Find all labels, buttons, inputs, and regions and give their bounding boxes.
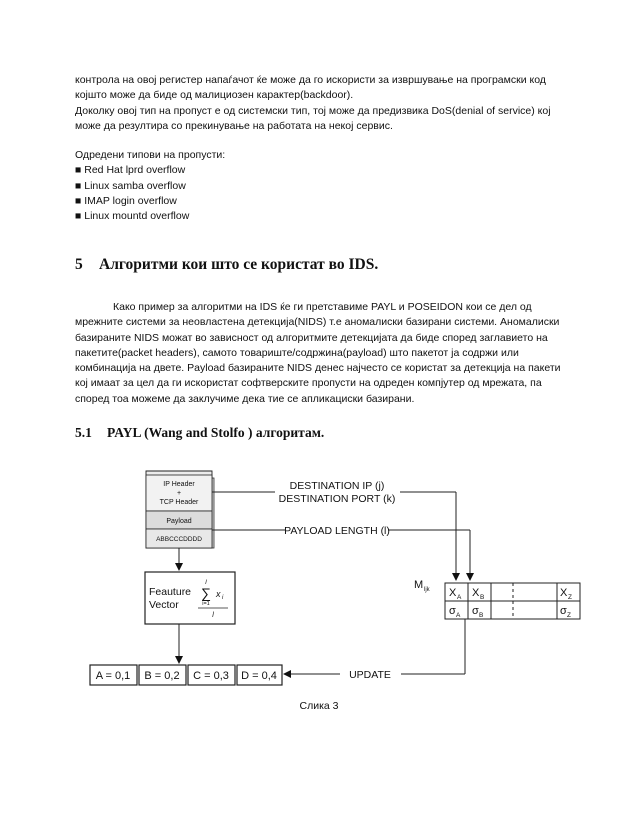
svg-text:σ: σ xyxy=(472,605,479,617)
figure-caption: Слика 3 xyxy=(299,700,339,712)
svg-text:B: B xyxy=(480,594,485,601)
feature-vector-box xyxy=(145,572,235,624)
svg-text:A: A xyxy=(456,612,461,619)
svg-text:σ: σ xyxy=(560,605,567,617)
subsection-number: 5.1 xyxy=(75,425,92,440)
list-item: ■ Linux mountd overflow xyxy=(75,210,190,223)
text-line: контрола на овој регистер напаѓачот ќе може да го искористи за извршување на програмски код xyxy=(75,74,546,86)
payload-length-label: PAYLOAD LENGTH (l) xyxy=(284,525,390,537)
svg-text:X: X xyxy=(449,587,457,599)
frequency-cell: A = 0,1 xyxy=(95,670,131,682)
text-line: според тоа можеме да заклучиме дека тие се апликациски базирани. xyxy=(75,392,415,405)
frequency-cell: D = 0,4 xyxy=(241,670,277,682)
model-matrix xyxy=(414,579,580,619)
text-line: комбинација на двете. Payload базираните NIDS денес најчесто се користат за детекција на пакети xyxy=(75,362,561,375)
payload-length-connector xyxy=(212,525,470,580)
formula-x: x xyxy=(216,589,221,599)
matrix-cell xyxy=(449,605,461,619)
formula-lower-limit: i=1 xyxy=(202,601,210,607)
svg-text:X: X xyxy=(472,587,480,599)
list-heading: Одредени типови на пропусти: xyxy=(75,149,226,161)
matrix-cell xyxy=(449,587,462,601)
model-subscript: ljk xyxy=(424,587,430,593)
svg-text:B: B xyxy=(479,612,484,619)
vector-label: Vector xyxy=(149,599,179,611)
formula-x-subscript: i xyxy=(222,595,224,601)
text-line: може да резултира со прекинување на работата на некој сервис. xyxy=(75,119,393,132)
feature-label: Feauture xyxy=(149,586,192,598)
payload-content-label: ABBCCCDDDD xyxy=(156,536,202,543)
formula-sum-symbol: ∑ xyxy=(201,585,211,601)
list-item: ■ IMAP login overflow xyxy=(75,194,177,207)
update-connector xyxy=(284,619,465,681)
subsection-title: PAYL (Wang and Stolfo ) алгоритам. xyxy=(107,425,325,440)
text-line: базираните NIDS можат во зависност од алгоритмите детекцијата да биде според заглавието на xyxy=(75,331,548,344)
section-title: Алгоритми кои што се користат во IDS. xyxy=(99,256,379,273)
update-label: UPDATE xyxy=(349,669,391,681)
list-item: ■ Red Hat lprd overflow xyxy=(75,164,186,177)
svg-text:Z: Z xyxy=(568,594,572,601)
svg-text:A: A xyxy=(457,594,462,601)
destination-ip-label: DESTINATION IP (j) xyxy=(289,480,385,492)
section-number: 5 xyxy=(75,256,83,273)
payload-label: Payload xyxy=(166,518,192,525)
ip-header-label: IP Header xyxy=(163,481,195,488)
matrix-cell xyxy=(472,605,483,619)
matrix-cell xyxy=(560,605,571,619)
plus-label: + xyxy=(176,490,182,497)
list-item: ■ Linux samba overflow xyxy=(75,179,186,192)
svg-text:σ: σ xyxy=(449,605,456,617)
svg-text:Z: Z xyxy=(567,612,571,619)
frequency-row xyxy=(90,665,282,685)
text-line: пакетите(packet headers), самото товариште/содржина(payload) што пакетот ја содржи или xyxy=(75,346,519,359)
formula-denominator: l xyxy=(212,612,214,619)
matrix-cell xyxy=(472,587,484,601)
text-line: мрежните системи за неовластена детекција(NIDS) т.е аномалиски базирани системи. Аномалиски xyxy=(75,316,560,329)
matrix-cell xyxy=(560,587,572,601)
text-line: Како пример за алгоритми на IDS ќе ги претставиме PAYL и POSEIDON кои се дел од xyxy=(113,301,532,313)
svg-text:X: X xyxy=(560,587,568,599)
text-line: кој имаат за цел да ги искористат софтверските пропусти на одреден компјутер од мрежата, па xyxy=(75,377,542,390)
tcp-header-label: TCP Header xyxy=(159,499,199,506)
destination-port-label: DESTINATION PORT (k) xyxy=(278,493,396,505)
text-line: Доколку овој тип на пропуст е од системски тип, тој може да предизвика DoS(denial of service) кој xyxy=(75,104,551,117)
text-line: којшто може да биде од малициозен карактер(backdoor). xyxy=(75,89,354,102)
frequency-cell: C = 0,3 xyxy=(193,670,229,682)
model-label: M xyxy=(414,579,424,591)
formula-upper-limit: l xyxy=(205,579,207,586)
frequency-cell: B = 0,2 xyxy=(144,670,180,682)
packet-stack xyxy=(146,471,214,548)
